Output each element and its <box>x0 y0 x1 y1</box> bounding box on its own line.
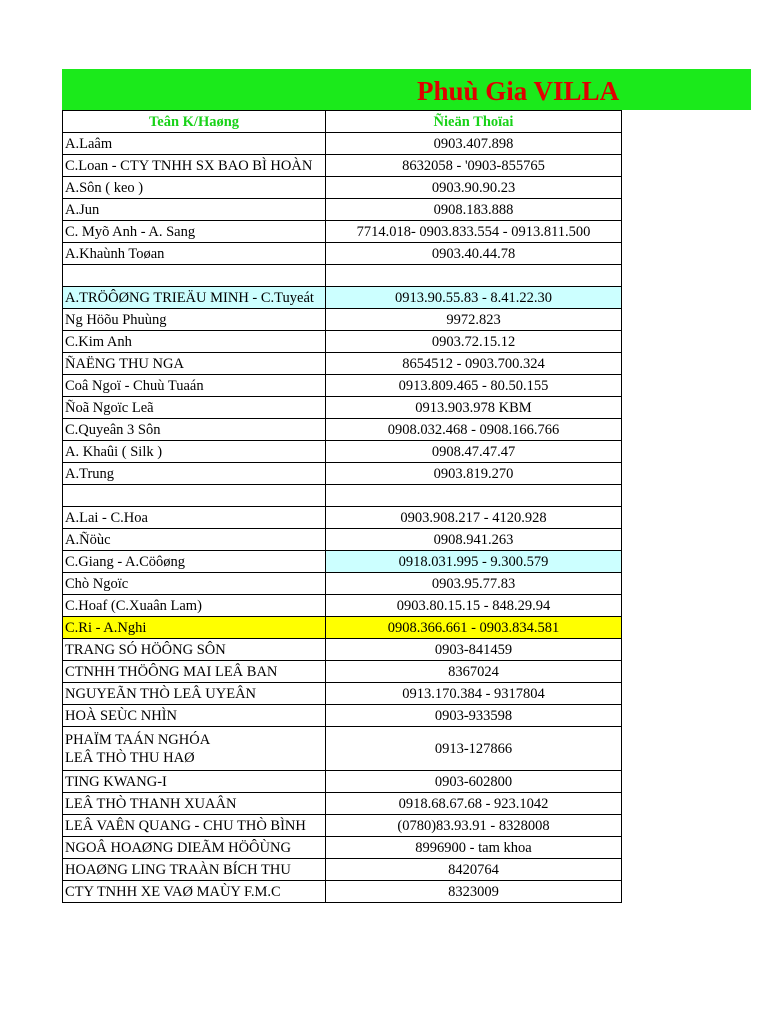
table-row <box>63 771 622 793</box>
cell-phone[interactable]: 0918.031.995 - 9.300.579 <box>326 551 622 573</box>
table-row <box>63 177 622 199</box>
table-row <box>63 683 622 705</box>
table-row <box>63 859 622 881</box>
cell-phone[interactable]: 8367024 <box>326 661 622 683</box>
cell-phone[interactable]: 0903.72.15.12 <box>326 331 622 353</box>
table-row <box>63 815 622 837</box>
cell-phone[interactable] <box>326 485 622 507</box>
table-row <box>63 661 622 683</box>
header-phone[interactable]: Ñieän Thoïai <box>326 111 622 133</box>
title-banner <box>62 69 751 110</box>
cell-phone[interactable]: 0908.183.888 <box>326 199 622 221</box>
cell-name[interactable]: C.Giang - A.Cöôøng <box>63 551 326 573</box>
cell-phone[interactable]: 0903.40.44.78 <box>326 243 622 265</box>
cell-name[interactable]: LEÂ VAÊN QUANG - CHU THÒ BÌNH <box>63 815 326 837</box>
table-row <box>63 617 622 639</box>
cell-name[interactable]: C. Myõ Anh - A. Sang <box>63 221 326 243</box>
contact-table <box>62 110 622 903</box>
cell-phone[interactable]: 0903.407.898 <box>326 133 622 155</box>
cell-phone[interactable]: 8654512 - 0903.700.324 <box>326 353 622 375</box>
cell-phone[interactable]: 0903.908.217 - 4120.928 <box>326 507 622 529</box>
cell-phone[interactable]: 8996900 - tam khoa <box>326 837 622 859</box>
cell-phone[interactable]: 8323009 <box>326 881 622 903</box>
cell-phone[interactable]: 0913.903.978 KBM <box>326 397 622 419</box>
cell-phone[interactable]: 0913-127866 <box>326 727 622 771</box>
table-row <box>63 199 622 221</box>
cell-phone[interactable]: 9972.823 <box>326 309 622 331</box>
cell-name[interactable]: HOÀ SEÙC NHÌN <box>63 705 326 727</box>
cell-name[interactable]: A. Khaûi ( Silk ) <box>63 441 326 463</box>
cell-name[interactable]: C.Kim Anh <box>63 331 326 353</box>
cell-name[interactable]: C.Loan - CTY TNHH SX BAO BÌ HOÀN <box>63 155 326 177</box>
cell-name[interactable]: A.Sôn ( keo ) <box>63 177 326 199</box>
cell-name[interactable]: Coâ Ngoï - Chuù Tuaán <box>63 375 326 397</box>
header-name[interactable]: Teân K/Haøng <box>63 111 326 133</box>
table-row <box>63 353 622 375</box>
cell-name[interactable]: A.Jun <box>63 199 326 221</box>
table-row <box>63 793 622 815</box>
cell-name[interactable] <box>63 727 326 771</box>
cell-name[interactable]: ÑAËNG THU NGA <box>63 353 326 375</box>
cell-name[interactable]: A.Lai - C.Hoa <box>63 507 326 529</box>
cell-phone[interactable] <box>326 265 622 287</box>
cell-phone[interactable]: 0913.170.384 - 9317804 <box>326 683 622 705</box>
table-row <box>63 727 622 771</box>
cell-phone[interactable]: 0903.819.270 <box>326 463 622 485</box>
table-row <box>63 221 622 243</box>
cell-name[interactable]: NGOÂ HOAØNG DIEÃM HÖÔÙNG <box>63 837 326 859</box>
table-row <box>63 133 622 155</box>
cell-name[interactable]: A.Trung <box>63 463 326 485</box>
cell-name[interactable]: A.TRÖÔØNG TRIEÄU MINH - C.Tuyeát <box>63 287 326 309</box>
table-row <box>63 551 622 573</box>
cell-phone[interactable]: 0903.95.77.83 <box>326 573 622 595</box>
table-row <box>63 155 622 177</box>
table-row <box>63 529 622 551</box>
cell-name[interactable]: NGUYEÃN THÒ LEÂ UYEÂN <box>63 683 326 705</box>
cell-name[interactable]: TING KWANG-I <box>63 771 326 793</box>
table-row <box>63 375 622 397</box>
cell-name[interactable] <box>63 485 326 507</box>
table-row <box>63 287 622 309</box>
cell-phone[interactable]: 0903-933598 <box>326 705 622 727</box>
cell-phone[interactable]: 8420764 <box>326 859 622 881</box>
table-row <box>63 595 622 617</box>
cell-phone[interactable]: 0903.80.15.15 - 848.29.94 <box>326 595 622 617</box>
cell-name[interactable] <box>63 265 326 287</box>
table-row <box>63 573 622 595</box>
cell-phone[interactable]: 7714.018- 0903.833.554 - 0913.811.500 <box>326 221 622 243</box>
cell-name[interactable]: Chò Ngoïc <box>63 573 326 595</box>
table-row <box>63 265 622 287</box>
table-row <box>63 507 622 529</box>
cell-phone[interactable]: 0903.90.90.23 <box>326 177 622 199</box>
table-row <box>63 331 622 353</box>
cell-phone[interactable]: 0908.032.468 - 0908.166.766 <box>326 419 622 441</box>
sheet-title: Phuù Gia VILLA <box>417 76 620 106</box>
table-row <box>63 309 622 331</box>
contact-rows <box>63 133 622 903</box>
cell-name[interactable]: C.Quyeân 3 Sôn <box>63 419 326 441</box>
cell-name-line: LEÂ THÒ THU HAØ <box>65 749 195 766</box>
cell-phone[interactable]: 0918.68.67.68 - 923.1042 <box>326 793 622 815</box>
cell-phone[interactable]: 0903-841459 <box>326 639 622 661</box>
table-row <box>63 419 622 441</box>
cell-phone[interactable]: 8632058 - '0903-855765 <box>326 155 622 177</box>
cell-name[interactable]: C.Hoaf (C.Xuaân Lam) <box>63 595 326 617</box>
table-row <box>63 463 622 485</box>
cell-phone[interactable]: 0913.90.55.83 - 8.41.22.30 <box>326 287 622 309</box>
cell-name[interactable]: A.Laâm <box>63 133 326 155</box>
cell-phone[interactable]: 0913.809.465 - 80.50.155 <box>326 375 622 397</box>
header-row <box>63 111 622 133</box>
table-row <box>63 837 622 859</box>
table-row <box>63 705 622 727</box>
cell-name[interactable]: A.Ñöùc <box>63 529 326 551</box>
table-row <box>63 485 622 507</box>
table-row <box>63 441 622 463</box>
table-row <box>63 881 622 903</box>
cell-name[interactable]: TRANG SÓ HÖÔNG SÔN <box>63 639 326 661</box>
cell-name[interactable]: CTY TNHH XE VAØ MAÙY F.M.C <box>63 881 326 903</box>
cell-name[interactable]: CTNHH THÖÔNG MAI LEÂ BAN <box>63 661 326 683</box>
table-row <box>63 397 622 419</box>
cell-phone[interactable]: 0903-602800 <box>326 771 622 793</box>
cell-phone[interactable]: 0908.366.661 - 0903.834.581 <box>326 617 622 639</box>
cell-name[interactable]: A.Khaùnh Toøan <box>63 243 326 265</box>
cell-phone[interactable]: 0908.47.47.47 <box>326 441 622 463</box>
cell-name-line: PHAÏM TAÁN NGHÓA <box>65 731 211 748</box>
cell-name[interactable]: HOAØNG LING TRAÀN BÍCH THU <box>63 859 326 881</box>
cell-name[interactable]: Ñoã Ngoïc Leã <box>63 397 326 419</box>
cell-name[interactable]: Ng Höõu Phuùng <box>63 309 326 331</box>
cell-phone[interactable]: 0908.941.263 <box>326 529 622 551</box>
cell-name[interactable]: C.Ri - A.Nghi <box>63 617 326 639</box>
cell-name[interactable]: LEÂ THÒ THANH XUAÂN <box>63 793 326 815</box>
table-row <box>63 639 622 661</box>
cell-phone[interactable]: (0780)83.93.91 - 8328008 <box>326 815 622 837</box>
table-row <box>63 243 622 265</box>
